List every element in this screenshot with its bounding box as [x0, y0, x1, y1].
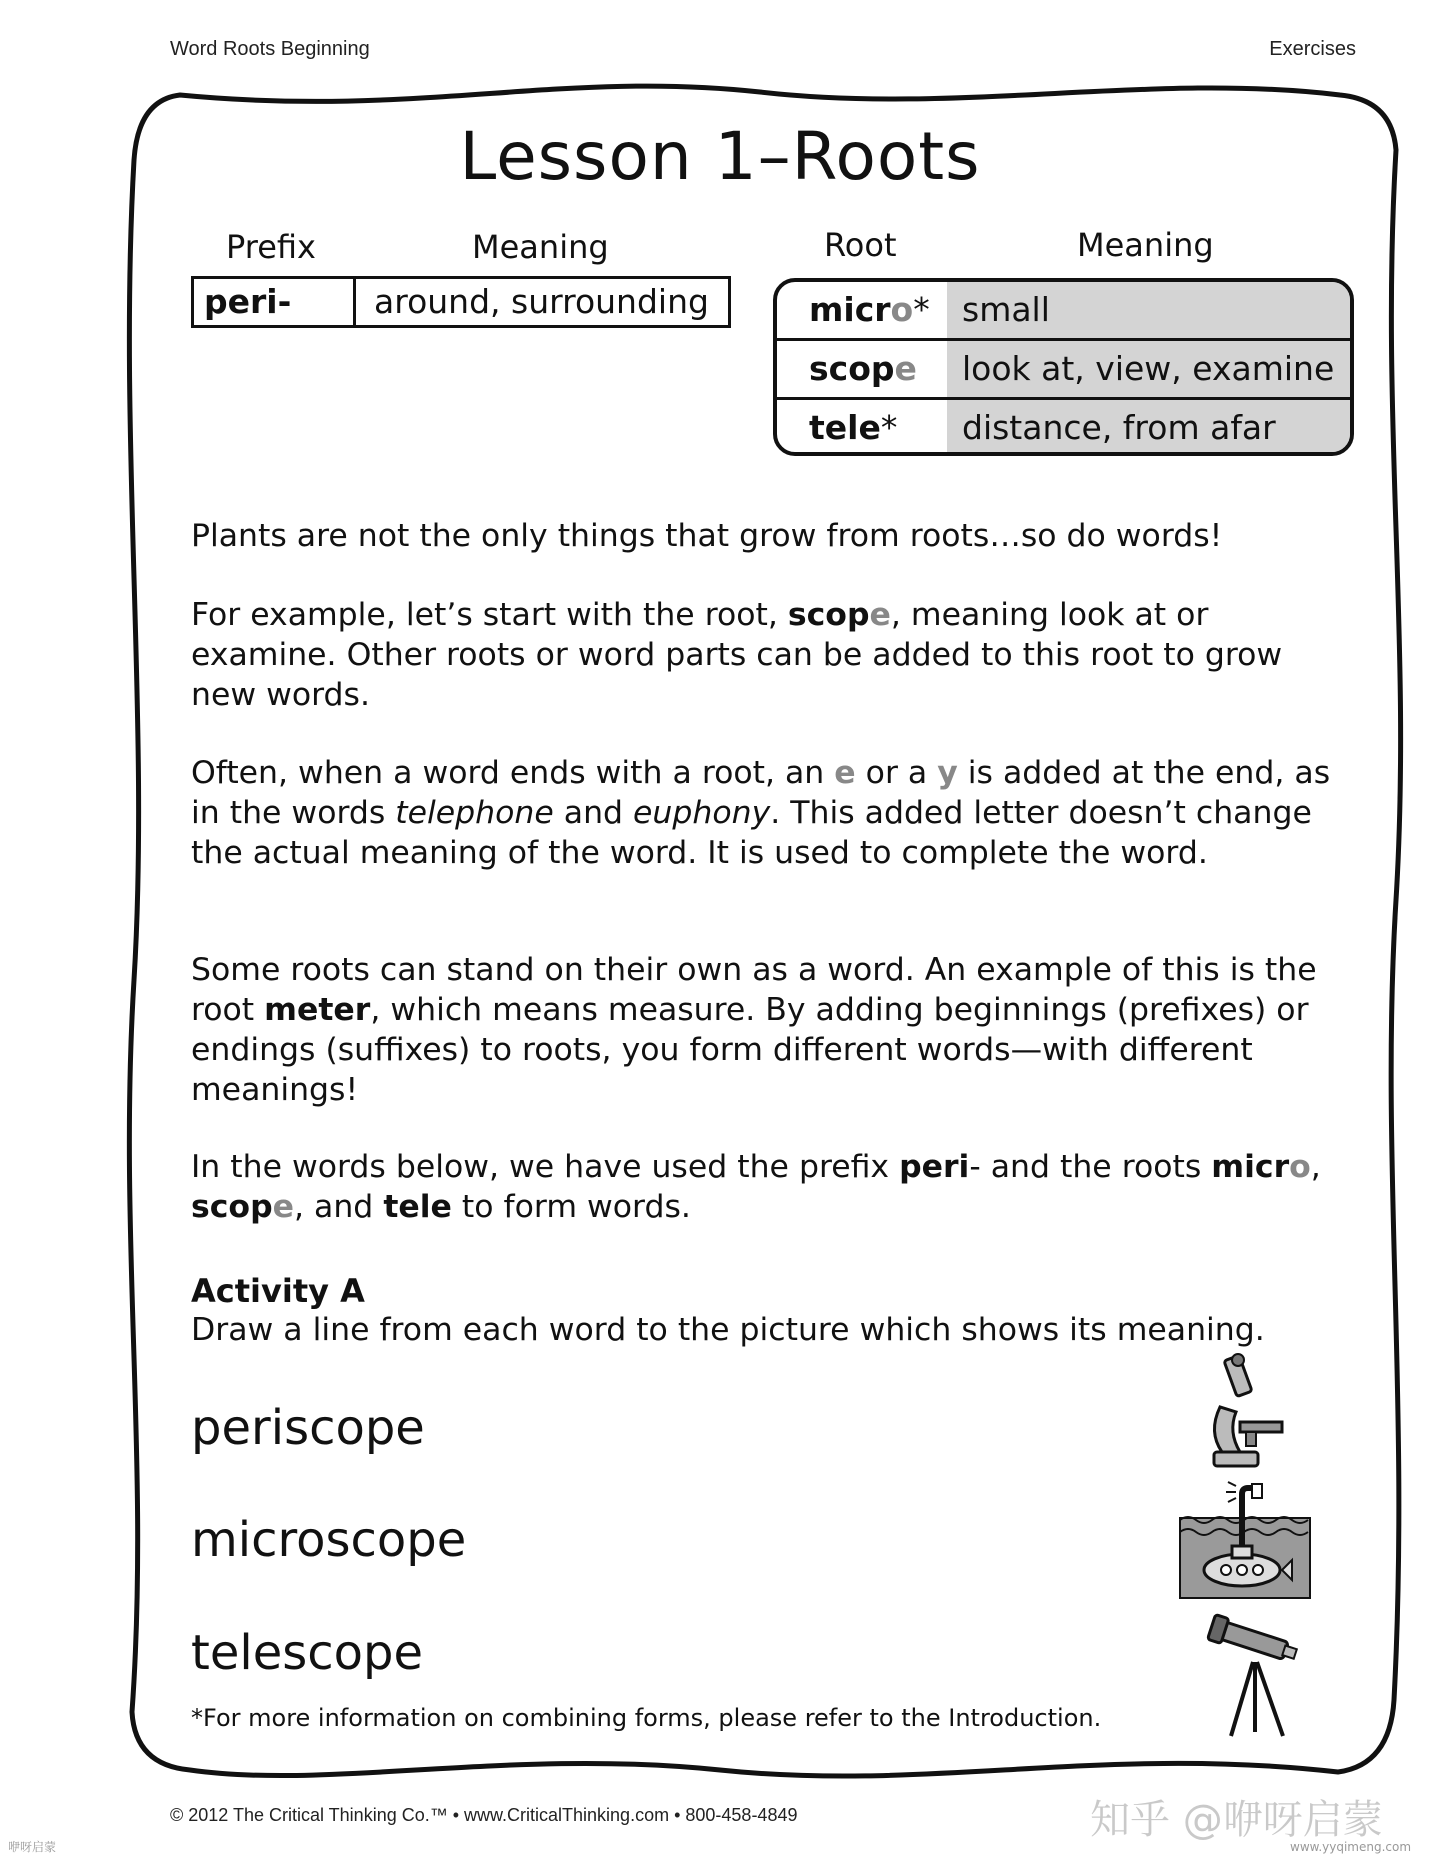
- telescope-icon[interactable]: [1205, 1612, 1305, 1742]
- root-row-tele: [777, 400, 1350, 456]
- word-periscope[interactable]: periscope: [191, 1400, 425, 1456]
- root-meaning-column-header: Meaning: [1077, 226, 1214, 264]
- prefix-column-header: Prefix: [226, 228, 316, 266]
- paragraph-words-below: In the words below, we have used the prefix peri- and the roots micro, scope, and tele to form words.: [191, 1149, 1321, 1225]
- prefix-table: [191, 276, 731, 328]
- footnote: *For more information on combining forms, please refer to the Introduction.: [191, 1704, 1102, 1732]
- root-meaning-cell: look at, view, examine: [947, 341, 1350, 397]
- paragraph-intro: Plants are not the only things that grow from roots…so do words!: [191, 518, 1223, 554]
- microscope-icon[interactable]: [1200, 1352, 1300, 1472]
- root-row-micro: [777, 282, 1350, 341]
- activity-instructions: Draw a line from each word to the picture which shows its meaning.: [191, 1312, 1265, 1348]
- word-telescope[interactable]: telescope: [191, 1625, 423, 1681]
- header-left: Word Roots Beginning: [170, 38, 370, 60]
- root-cell: tele*: [809, 408, 898, 447]
- paragraph-standalone-roots: Some roots can stand on their own as a word. An example of this is the root meter, which means measure. By adding beginnings (prefixes) or endings (suffixes) to roots, you form different words—with different meanings!: [191, 952, 1317, 1108]
- lesson-title: Lesson 1–Roots: [459, 118, 981, 195]
- paragraph-example: For example, let’s start with the root, scope, meaning look at or examine. Other roots or word parts can be added to this root to grow new words.: [191, 597, 1283, 713]
- root-row-scope: [777, 341, 1350, 400]
- prefix-meaning-cell: around, surrounding: [374, 282, 709, 321]
- zhihu-watermark: 知乎 @咿呀启蒙: [1090, 1797, 1383, 1843]
- copyright-footer: © 2012 The Critical Thinking Co.™ • www.CriticalThinking.com • 800-458-4849: [170, 1805, 798, 1825]
- paragraph-added-letter: Often, when a word ends with a root, an e or a y is added at the end, as in the words telephone and euphony. This added letter doesn’t change the actual meaning of the word. It is used to complete the word.: [191, 755, 1331, 871]
- prefix-cell: peri-: [194, 279, 356, 325]
- prefix-meaning-column-header: Meaning: [472, 228, 609, 266]
- root-cell: micro*: [809, 290, 930, 329]
- root-meaning-cell: distance, from afar: [947, 400, 1350, 456]
- root-cell: scope: [809, 349, 917, 388]
- submarine-periscope-icon[interactable]: [1178, 1480, 1314, 1600]
- small-watermark-right: www.yyqimeng.com: [1290, 1840, 1412, 1854]
- activity-title: Activity A: [191, 1272, 365, 1310]
- root-meaning-cell: small: [947, 282, 1350, 338]
- root-table: [773, 278, 1354, 456]
- small-watermark-left: 咿呀启蒙: [8, 1840, 57, 1854]
- root-column-header: Root: [824, 226, 897, 264]
- header-right: Exercises: [1269, 38, 1356, 60]
- word-microscope[interactable]: microscope: [191, 1512, 467, 1568]
